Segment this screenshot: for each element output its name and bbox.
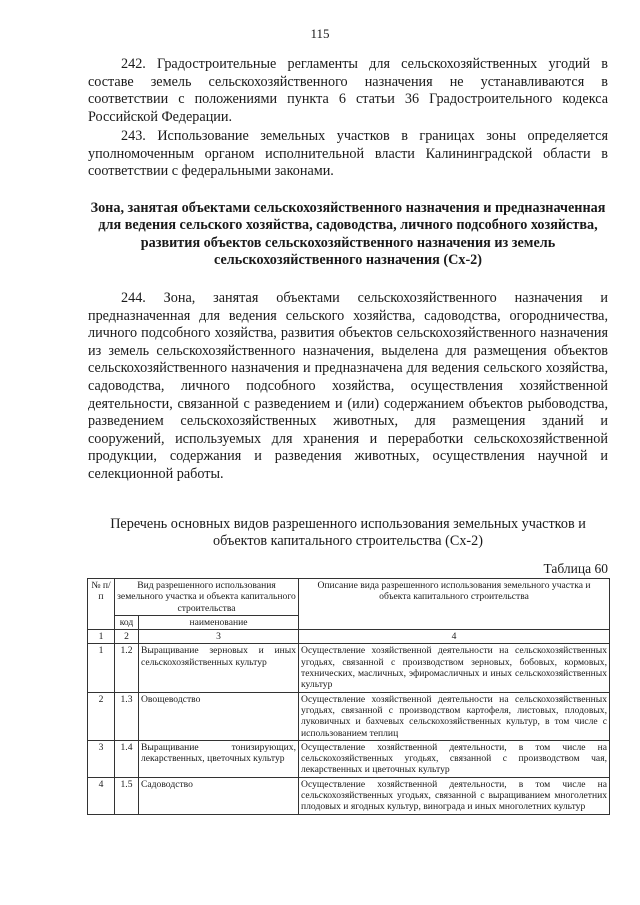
paragraph-243: 243. Использование земельных участков в границах зоны определяется уполномоченным органом исполнительной власти Калининградской области в соответствии с федеральными законами. [88, 128, 608, 180]
row-code: 1.2 [115, 644, 139, 692]
row-code: 1.5 [115, 777, 139, 814]
table-row [88, 644, 610, 692]
row-description: Осуществление хозяйственной деятельности на сельскохозяйственных угодьях, связанной с производством зерновых, бобовых, кормовых, технических, масличных, эфиромасличных и иных сельскохозяйственных культур [299, 644, 610, 692]
row-name: Овощеводство [139, 692, 299, 740]
paragraph-242: 242. Градостроительные регламенты для сельскохозяйственных угодий в составе земель сельскохозяйственного назначения не устанавливаются в соответствии с положениями пункта 6 статьи 36 Градостроительного кодекса Российской Федерации. [88, 56, 608, 125]
row-name: Выращивание тонизирующих, лекарственных, цветочных культур [139, 740, 299, 777]
header-kind: Вид разрешенного использования земельного участка и объекта капитального строительства [115, 579, 299, 616]
header-description: Описание вида разрешенного использования земельного участка и объекта капитального строительства [299, 579, 610, 630]
column-index: 2 [115, 630, 139, 644]
row-code: 1.3 [115, 692, 139, 740]
permitted-use-table [87, 578, 610, 815]
column-index: 1 [88, 630, 115, 644]
header-name: наименование [139, 615, 299, 629]
page-number: 115 [310, 26, 330, 41]
row-number: 3 [88, 740, 115, 777]
row-description: Осуществление хозяйственной деятельности, в том числе на сельскохозяйственных угодьях, связанной с производством чая, лекарственных и цветочных культур [299, 740, 610, 777]
row-description: Осуществление хозяйственной деятельности на сельскохозяйственных угодьях, связанной с производством картофеля, листовых, плодовых, луковичных и бахчевых сельскохозяйственных культур, в том числе с использованием теплиц [299, 692, 610, 740]
header-number: № п/п [88, 579, 115, 630]
row-code: 1.4 [115, 740, 139, 777]
row-number: 2 [88, 692, 115, 740]
row-name: Выращивание зерновых и иных сельскохозяйственных культур [139, 644, 299, 692]
header-code: код [115, 615, 139, 629]
row-number: 4 [88, 777, 115, 814]
list-title: Перечень основных видов разрешенного использования земельных участков и объектов капитального строительства (Сх-2) [110, 516, 586, 550]
table-caption: Таблица 60 [543, 561, 608, 576]
table-row [88, 740, 610, 777]
column-index: 4 [299, 630, 610, 644]
row-description: Осуществление хозяйственной деятельности, в том числе на сельскохозяйственных угодьях, связанной с выращиванием многолетних плодовых и ягодных культур, винограда и иных многолетних культур [299, 777, 610, 814]
zone-heading: Зона, занятая объектами сельскохозяйственного назначения и предназначенная для ведения сельского хозяйства, садоводства, личного подсобного хозяйства, развития объектов сельскохозяйственного назначения из земель сельскохозяйственного назначения (Сх-2) [90, 200, 606, 269]
row-name: Садоводство [139, 777, 299, 814]
table-row [88, 692, 610, 740]
column-index: 3 [139, 630, 299, 644]
row-number: 1 [88, 644, 115, 692]
paragraph-244: 244. Зона, занятая объектами сельскохозяйственного назначения и предназначенная для ведения сельского хозяйства, садоводства, огородничества, личного подсобного хозяйства, развития объектов сельскохозяйственного назначения из земель сельскохозяйственного назначения, выделена для размещения объектов сельскохозяйственного назначения и предназначена для ведения сельского хозяйства, садоводства, личного подсобного хозяйства, осуществления хозяйственной деятельности, связанной с разведением и (или) содержанием объектов рыбоводства, разведением сельскохозяйственных животных, для размещения зданий и сооружений, используемых для хранения и переработки сельскохозяйственной продукции, содержания и разведения животных, осуществления научной и селекционной работы. [88, 290, 608, 482]
table-row [88, 777, 610, 814]
